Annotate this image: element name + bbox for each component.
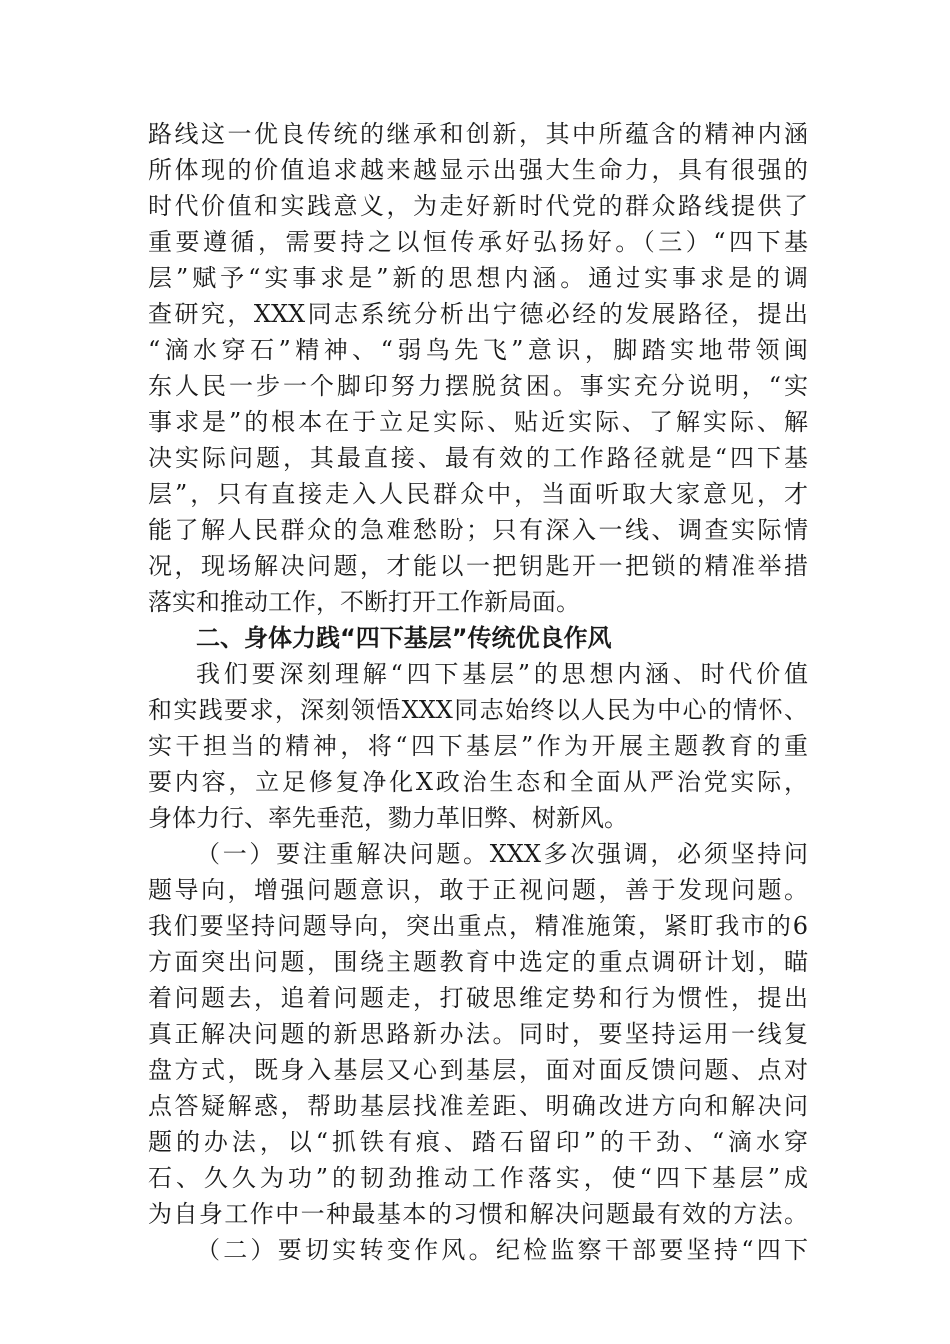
text-line: 东人民一步一个脚印努力摆脱贫困。事实充分说明，“实 — [148, 372, 808, 400]
text-line: 况，现场解决问题，才能以一把钥匙开一把锁的精准举措 — [148, 552, 808, 580]
text-line: （一）要注重解决问题。XXX多次强调，必须坚持问 — [196, 840, 808, 868]
text-line: 真正解决问题的新思路新办法。同时，要坚持运用一线复 — [148, 1020, 808, 1048]
text-line: 时代价值和实践意义，为走好新时代党的群众路线提供了 — [148, 192, 808, 220]
text-line: （二）要切实转变作风。纪检监察干部要坚持“四下 — [196, 1236, 808, 1264]
section-heading: 二、身体力践“四下基层”传统优良作风 — [196, 624, 612, 652]
text-line: 查研究，XXX同志系统分析出宁德必经的发展路径，提出 — [148, 300, 808, 328]
text-line: 我们要深刻理解“四下基层”的思想内涵、时代价值 — [196, 660, 808, 688]
text-line: 实干担当的精神，将“四下基层”作为开展主题教育的重 — [148, 732, 808, 760]
text-line: “滴水穿石”精神、“弱鸟先飞”意识，脚踏实地带领闽 — [148, 336, 808, 364]
text-line: 决实际问题，其最直接、最有效的工作路径就是“四下基 — [148, 444, 808, 472]
document-page — [148, 116, 808, 1268]
text-line: 事求是”的根本在于立足实际、贴近实际、了解实际、解 — [148, 408, 808, 436]
text-line: 路线这一优良传统的继承和创新，其中所蕴含的精神内涵 — [148, 120, 808, 148]
text-line: 和实践要求，深刻领悟XXX同志始终以人民为中心的情怀、 — [148, 696, 808, 724]
text-line: 我们要坚持问题导向，突出重点，精准施策，紧盯我市的6 — [148, 912, 808, 940]
text-line: 所体现的价值追求越来越显示出强大生命力，具有很强的 — [148, 156, 808, 184]
text-line: 重要遵循，需要持之以恒传承好弘扬好。（三）“四下基 — [148, 228, 808, 256]
text-line: 要内容，立足修复净化X政治生态和全面从严治党实际， — [148, 768, 808, 796]
text-line: 方面突出问题，围绕主题教育中选定的重点调研计划，瞄 — [148, 948, 808, 976]
text-line: 为自身工作中一种最基本的习惯和解决问题最有效的方法。 — [148, 1200, 808, 1228]
text-line: 题导向，增强问题意识，敢于正视问题，善于发现问题。 — [148, 876, 808, 904]
text-line: 身体力行、率先垂范，勠力革旧弊、树新风。 — [148, 804, 628, 832]
text-line: 落实和推动工作，不断打开工作新局面。 — [148, 588, 580, 616]
text-line: 点答疑解惑，帮助基层找准差距、明确改进方向和解决问 — [148, 1092, 808, 1120]
text-line: 石、久久为功”的韧劲推动工作落实，使“四下基层”成 — [148, 1164, 808, 1192]
text-line: 层”，只有直接走入人民群众中，当面听取大家意见，才 — [148, 480, 808, 508]
text-line: 能了解人民群众的急难愁盼；只有深入一线、调查实际情 — [148, 516, 808, 544]
text-line: 着问题去，追着问题走，打破思维定势和行为惯性，提出 — [148, 984, 808, 1012]
text-line: 层”赋予“实事求是”新的思想内涵。通过实事求是的调 — [148, 264, 808, 292]
text-line: 题的办法，以“抓铁有痕、踏石留印”的干劲、“滴水穿 — [148, 1128, 808, 1156]
text-line: 盘方式，既身入基层又心到基层，面对面反馈问题、点对 — [148, 1056, 808, 1084]
